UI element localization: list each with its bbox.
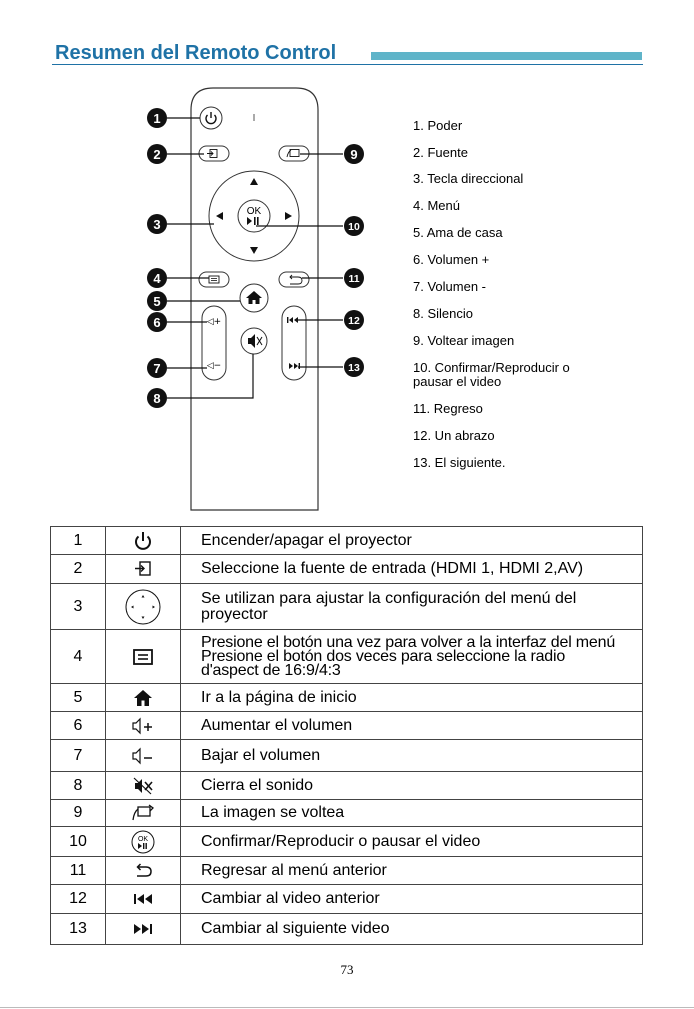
row-number: 12 — [51, 885, 106, 914]
table-row — [51, 555, 643, 584]
svg-text:12: 12 — [348, 315, 360, 327]
back-icon — [132, 862, 154, 880]
page-title: Resumen del Remoto Control — [55, 42, 337, 64]
remote-home-button — [240, 284, 268, 312]
mute-icon — [132, 776, 154, 796]
svg-text:4: 4 — [153, 271, 161, 286]
row-number: 9 — [51, 800, 106, 827]
row-description: Seleccione la fuente de entrada (HDMI 1, HDMI 2,AV) — [181, 555, 643, 584]
legend-item: 8. Silencio — [413, 306, 473, 321]
row-number: 13 — [51, 914, 106, 945]
table-row — [51, 527, 643, 555]
svg-text:2: 2 — [153, 147, 161, 162]
volume-down-icon — [130, 747, 156, 765]
svg-text:10: 10 — [348, 221, 360, 233]
legend-item: 4. Menú — [413, 198, 460, 213]
previous-icon — [132, 892, 154, 906]
row-description: Cierra el sonido — [181, 772, 643, 800]
direction-pad-icon — [123, 587, 163, 627]
legend-item: 6. Volumen + — [413, 252, 490, 267]
table-row — [51, 914, 643, 945]
svg-text:6: 6 — [153, 315, 161, 330]
svg-text:◁−: ◁− — [206, 361, 222, 371]
legend-item: 10. Confirmar/Reproducir o — [413, 360, 570, 375]
callout-10 — [344, 216, 364, 236]
volume-up-icon — [130, 717, 156, 735]
menu-icon — [131, 647, 155, 667]
legend-item: 11. Regreso — [413, 401, 483, 416]
remote-mute-button — [241, 328, 267, 354]
row-description: Ir a la página de inicio — [181, 684, 643, 712]
home-icon — [132, 688, 154, 708]
row-description-line: Presione el botón una vez para volver a la interfaz del menú — [201, 633, 616, 651]
page-edge-line — [0, 1007, 694, 1008]
legend-item: 3. Tecla direccional — [413, 171, 524, 186]
legend-item: 9. Voltear imagen — [413, 333, 515, 348]
table-row — [51, 827, 643, 857]
callout-5 — [147, 291, 167, 311]
callout-7 — [147, 358, 167, 378]
table-row — [51, 712, 643, 740]
table-row — [51, 800, 643, 827]
svg-text:9: 9 — [350, 147, 358, 162]
source-icon — [132, 559, 154, 579]
table-row — [51, 684, 643, 712]
legend-item: 1. Poder — [413, 118, 463, 133]
svg-text:3: 3 — [153, 217, 161, 232]
legend-item: pausar el video — [413, 374, 502, 389]
row-description: Confirmar/Reproducir o pausar el video — [181, 827, 643, 857]
page-number: 73 — [340, 962, 354, 977]
svg-text:7: 7 — [153, 361, 161, 376]
table-row — [51, 630, 643, 684]
row-number: 3 — [51, 584, 106, 630]
callout-1 — [147, 108, 167, 128]
callout-3 — [147, 214, 167, 234]
callout-6 — [147, 312, 167, 332]
svg-text:11: 11 — [348, 273, 360, 285]
row-description: Regresar al menú anterior — [181, 857, 643, 885]
button-function-table — [50, 526, 643, 945]
remote-menu-button — [199, 272, 229, 287]
row-description: Aumentar el volumen — [181, 712, 643, 740]
row-number: 4 — [51, 630, 106, 684]
svg-text:1: 1 — [153, 111, 161, 126]
legend-item: 12. Un abrazo — [413, 428, 495, 443]
legend-item: 2. Fuente — [413, 145, 468, 160]
row-description: Cambiar al video anterior — [181, 885, 643, 914]
svg-text:13: 13 — [348, 362, 360, 374]
callout-9 — [344, 144, 364, 164]
callout-13 — [344, 357, 364, 377]
row-number: 8 — [51, 772, 106, 800]
row-description — [181, 630, 643, 684]
row-description-line: d'aspect de 16:9/4:3 — [201, 661, 341, 679]
legend-item: 7. Volumen - — [413, 279, 486, 294]
row-description: Bajar el volumen — [181, 740, 643, 772]
remote-power-button — [200, 107, 222, 129]
svg-text:5: 5 — [153, 294, 161, 309]
table-row — [51, 885, 643, 914]
row-description-line: Presione el botón dos veces para seleccione la radio — [201, 647, 566, 665]
remote-direction-pad — [209, 171, 299, 261]
power-icon — [132, 530, 154, 552]
legend-item: 13. El siguiente. — [413, 455, 506, 470]
row-number: 10 — [51, 827, 106, 857]
row-number: 2 — [51, 555, 106, 584]
remote-volume-rocker — [202, 306, 226, 380]
ok-play-pause-icon — [130, 829, 156, 855]
flip-image-icon — [129, 803, 157, 823]
row-number: 6 — [51, 712, 106, 740]
svg-text:◁+: ◁+ — [206, 317, 222, 327]
table-row — [51, 740, 643, 772]
table-row — [51, 857, 643, 885]
remote-track-rocker — [282, 306, 306, 380]
row-number: 11 — [51, 857, 106, 885]
svg-text:OK: OK — [137, 835, 149, 843]
row-description: La imagen se voltea — [181, 800, 643, 827]
table-row — [51, 772, 643, 800]
row-number: 1 — [51, 527, 106, 555]
callout-8 — [147, 388, 167, 408]
row-description: Encender/apagar el proyector — [181, 527, 643, 555]
remote-ok-label: OK — [246, 206, 262, 217]
remote-back-button — [279, 272, 309, 287]
row-description: Cambiar al siguiente video — [181, 914, 643, 945]
legend-item: 5. Ama de casa — [413, 225, 503, 240]
callout-12 — [344, 310, 364, 330]
callout-4 — [147, 268, 167, 288]
callout-11 — [344, 268, 364, 288]
table-row — [51, 584, 643, 630]
svg-text:8: 8 — [153, 391, 161, 406]
next-icon — [132, 922, 154, 936]
row-number: 5 — [51, 684, 106, 712]
row-number: 7 — [51, 740, 106, 772]
row-description: Se utilizan para ajustar la configuración del menú del proyector — [181, 584, 643, 630]
callout-2 — [147, 144, 167, 164]
